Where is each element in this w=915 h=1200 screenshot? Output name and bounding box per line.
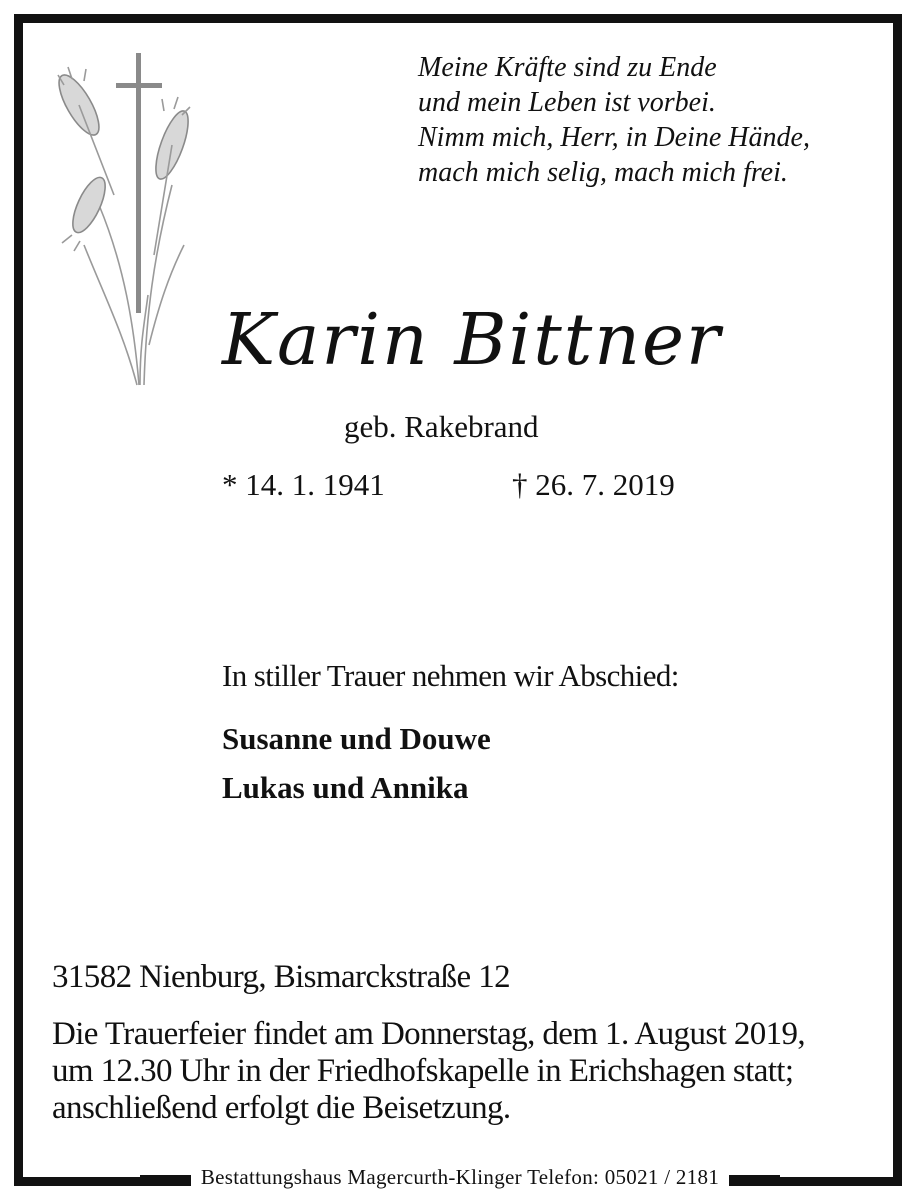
ceremony-info xyxy=(52,1016,805,1127)
mourner-name: Susanne und Douwe xyxy=(222,721,491,756)
death-date: † 26. 7. 2019 xyxy=(512,467,675,502)
wheat-icon xyxy=(52,67,195,385)
funeral-home-info: Bestattungshaus Magercurth-Klinger Telefon: 05021 / 2181 xyxy=(191,1162,729,1192)
address: 31582 Nienburg, Bismarckstraße 12 xyxy=(52,959,511,995)
cross-icon xyxy=(116,53,162,313)
footer-rule xyxy=(729,1175,780,1179)
birth-date: * 14. 1. 1941 xyxy=(222,467,385,502)
mourning-intro: In stiller Trauer nehmen wir Abschied: xyxy=(222,658,679,693)
verse xyxy=(418,50,810,190)
verse-line: und mein Leben ist vorbei. xyxy=(418,87,716,118)
mourner-name: Lukas und Annika xyxy=(222,770,469,805)
cross-wheat-icon xyxy=(44,45,204,395)
footer xyxy=(140,1157,780,1197)
ceremony-line: um 12.30 Uhr in der Friedhofskapelle in Erichshagen statt; xyxy=(52,1053,794,1089)
ceremony-line: anschließend erfolgt die Beisetzung. xyxy=(52,1090,511,1126)
deceased-name: Karin Bittner xyxy=(222,298,722,381)
verse-line: mach mich selig, mach mich frei. xyxy=(418,157,788,188)
ceremony-line: Die Trauerfeier findet am Donnerstag, dem 1. August 2019, xyxy=(52,1016,806,1052)
birth-name: geb. Rakebrand xyxy=(344,409,539,444)
footer-rule xyxy=(140,1175,191,1179)
verse-line: Meine Kräfte sind zu Ende xyxy=(418,52,717,83)
verse-line: Nimm mich, Herr, in Deine Hände, xyxy=(418,122,810,153)
